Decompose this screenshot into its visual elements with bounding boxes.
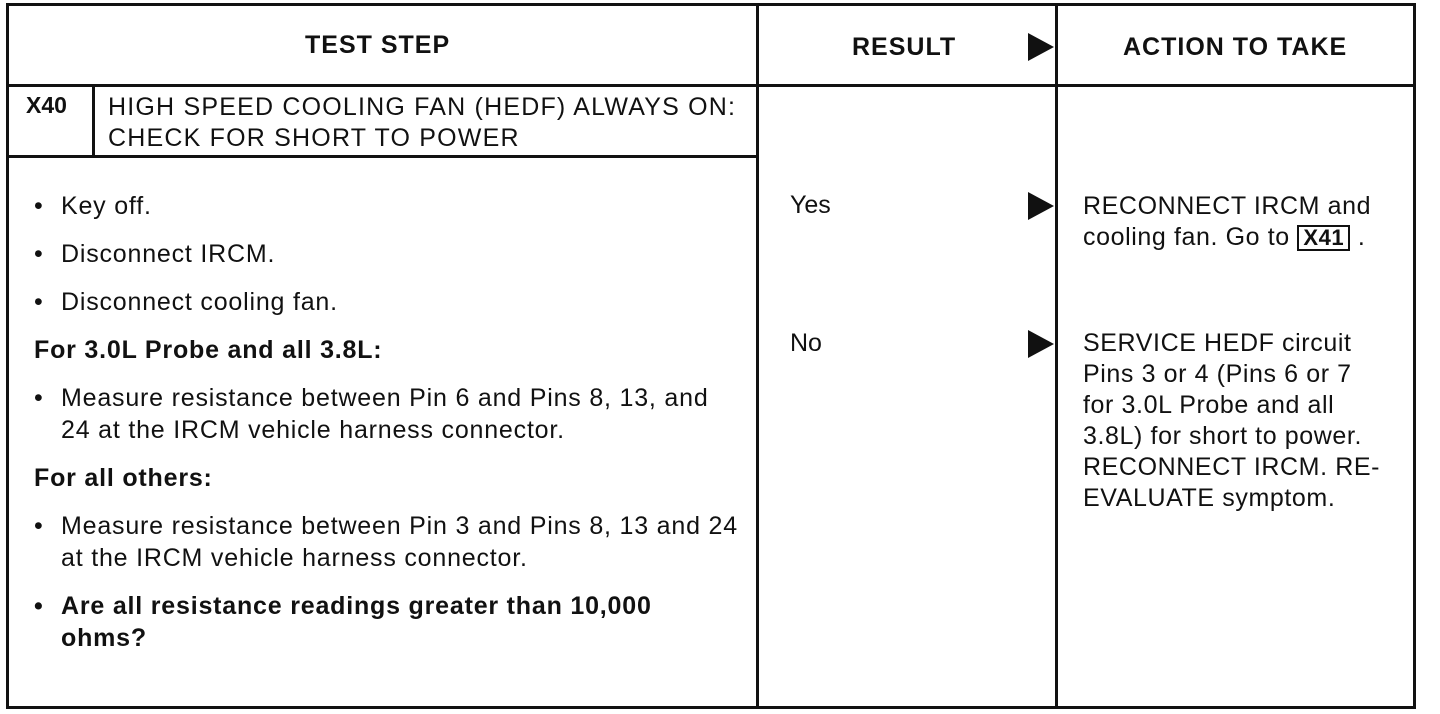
action-yes-text: RECONNECT IRCM and cooling fan. Go to [1083, 192, 1372, 251]
step-item [34, 286, 744, 318]
result-yes-arrow-icon [1028, 192, 1054, 220]
header-test-step: TEST STEP [305, 31, 451, 59]
step-code-divider [92, 86, 95, 156]
step-item-text: Measure resistance between Pin 3 and Pins 8, 13 and 24 at the IRCM vehicle harness connector. [61, 512, 738, 572]
bullet-icon: • [34, 288, 44, 316]
step-question-text: Are all resistance readings greater than 10,000 ohms? [61, 592, 652, 652]
header-action-to-take: ACTION TO TAKE [1123, 33, 1348, 61]
step-subheading: For 3.0L Probe and all 3.8L: [34, 336, 383, 364]
result-no-arrow-icon [1028, 330, 1054, 358]
step-title: HIGH SPEED COOLING FAN (HEDF) ALWAYS ON: CHECK FOR SHORT TO POWER [108, 93, 737, 152]
action-yes [1083, 191, 1403, 253]
step-item-text: Disconnect IRCM. [61, 240, 276, 268]
step-item [34, 382, 744, 446]
result-no: No [790, 329, 822, 357]
header-result: RESULT [852, 33, 957, 61]
bullet-icon: • [34, 240, 44, 268]
step-subheading: For all others: [34, 464, 213, 492]
step-question [34, 590, 744, 654]
step-item-text: Disconnect cooling fan. [61, 288, 338, 316]
bullet-icon: • [34, 592, 44, 620]
step-item-text: Key off. [61, 192, 152, 220]
step-item [34, 238, 744, 270]
step-instructions [34, 190, 744, 654]
step-item-text: Measure resistance between Pin 6 and Pins 8, 13, and 24 at the IRCM vehicle harness connector. [61, 384, 709, 444]
result-yes: Yes [790, 191, 831, 219]
column-divider-result [756, 3, 759, 709]
step-reference-x41[interactable]: X41 [1297, 225, 1350, 251]
action-yes-suffix: . [1357, 223, 1366, 251]
header-divider [6, 84, 1416, 87]
step-item [34, 190, 744, 222]
step-code: X40 [26, 92, 67, 118]
action-no: SERVICE HEDF circuit Pins 3 or 4 (Pins 6 or 7 for 3.0L Probe and all 3.8L) for short to power. RECONNECT IRCM. RE-EVALUATE symptom. [1083, 329, 1381, 512]
step-title-divider [6, 155, 758, 158]
column-divider-action [1055, 3, 1058, 709]
bullet-icon: • [34, 512, 44, 540]
bullet-icon: • [34, 384, 44, 412]
step-item [34, 510, 744, 574]
header-arrow-icon [1028, 33, 1054, 61]
bullet-icon: • [34, 192, 44, 220]
